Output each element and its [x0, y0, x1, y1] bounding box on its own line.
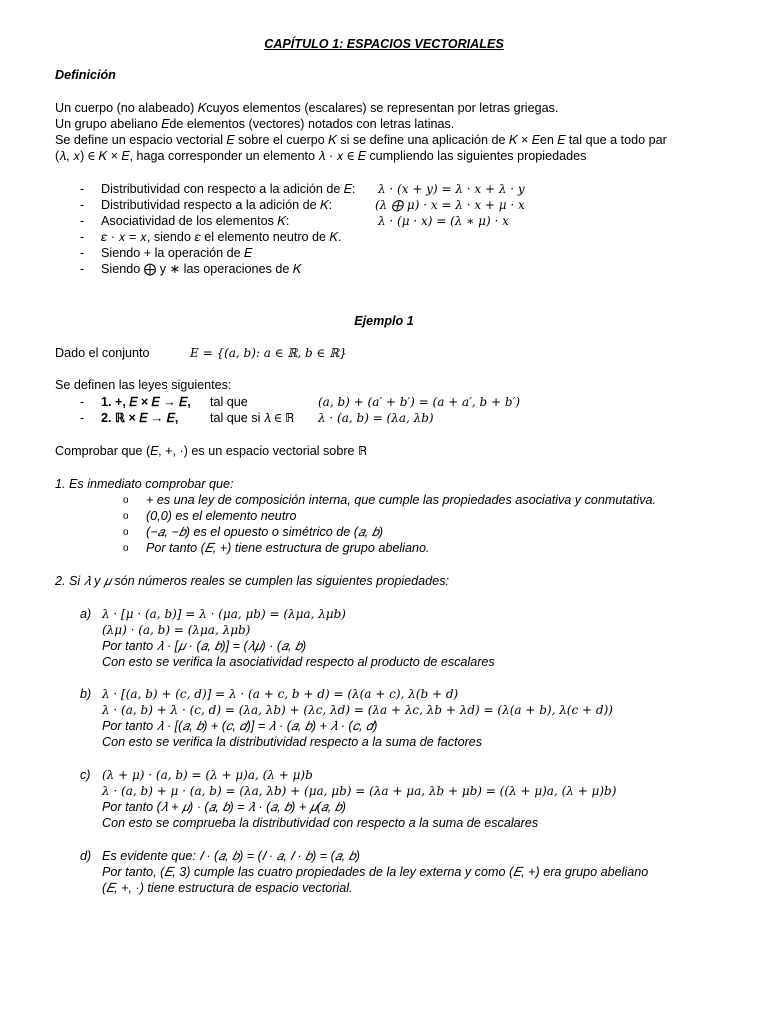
bullet-dash: -	[80, 395, 85, 409]
property-text: Distributividad respecto a la adición de 𝐾:	[101, 198, 333, 212]
part1-item: Por tanto (𝐸, +) tiene estructura de grupo abeliano.	[146, 541, 430, 555]
part-line: Es evidente que: 𝐼 · (𝑎, 𝑏) = (𝐼 · 𝑎, 𝐼 · 𝑏) = (𝑎, 𝑏)	[102, 849, 360, 863]
part1-item: (0,0) es el elemento neutro	[146, 509, 297, 523]
part-line: Por tanto 𝜆 · [𝜇 · (𝑎, 𝑏)] = (𝜆𝜇) · (𝑎, 𝑏)	[102, 639, 307, 653]
law-condition: tal que si 𝜆 ∈ ℝ	[210, 411, 295, 425]
definition-intro-line: Un cuerpo (no alabeado) 𝐾cuyos elementos (escalares) se representan por letras griegas.	[55, 101, 559, 115]
part1-item: (−𝑎, −𝑏) es el opuesto o simétrico de (𝑎, 𝑏)	[146, 525, 384, 539]
circle-bullet: o	[123, 495, 129, 506]
circle-bullet: o	[123, 527, 129, 538]
part-label: d)	[80, 849, 92, 863]
property-formula: 𝜆 · (𝑥 + 𝑦) = 𝜆 · 𝑥 + 𝜆 · 𝑦	[378, 182, 525, 196]
part-line: 𝜆 · [𝜇 · (𝑎, 𝑏)] = 𝜆 · (𝜇𝑎, 𝜇𝑏) = (𝜆𝜇𝑎, 𝜆𝜇𝑏)	[102, 607, 346, 621]
part-line: Por tanto (𝜆 + 𝜇) · (𝑎, 𝑏) = 𝜆 · (𝑎, 𝑏) + 𝜇(𝑎, 𝑏)	[102, 800, 346, 814]
bullet-dash: -	[80, 214, 85, 228]
definition-heading: Definición	[55, 68, 116, 82]
property-text: Asociatividad de los elementos 𝐾:	[101, 214, 290, 228]
property-formula: 𝜆 · (𝜇 · 𝑥) = (𝜆 ∗ 𝜇) · 𝑥	[378, 214, 509, 228]
circle-bullet: o	[123, 543, 129, 554]
law-formula: (𝑎, 𝑏) + (𝑎′ + 𝑏′) = (𝑎 + 𝑎′, 𝑏 + 𝑏′)	[318, 395, 521, 409]
part-line: Con esto se verifica la asociatividad respecto al producto de escalares	[102, 655, 495, 669]
part-line: (𝐸, +, ·) tiene estructura de espacio vectorial.	[102, 881, 353, 895]
bullet-dash: -	[80, 411, 85, 425]
law-condition: tal que	[210, 395, 248, 409]
part-label: a)	[80, 607, 92, 621]
property-text: Siendo ⨁ y ∗ las operaciones de 𝐾	[101, 262, 302, 276]
circle-bullet: o	[123, 511, 129, 522]
bullet-dash: -	[80, 182, 85, 196]
set-label: Dado el conjunto	[55, 346, 150, 360]
definition-intro-line: Un grupo abeliano 𝐸de elementos (vectores) notados con letras latinas.	[55, 117, 455, 131]
part-line: Por tanto, (𝐸, 3) cumple las cuatro propiedades de la ley externa y como (𝐸, +) era grupo abeliano	[102, 865, 649, 879]
document-title: CAPÍTULO 1: ESPACIOS VECTORIALES	[264, 37, 504, 51]
definition-intro-line: Se define un espacio vectorial 𝐸 sobre el cuerpo 𝐾 si se define una aplicación de 𝐾 × 𝐸en 𝐸 tal que a todo par	[55, 133, 667, 147]
part1-intro: 1. Es inmediato comprobar que:	[55, 477, 234, 491]
part-label: b)	[80, 687, 92, 701]
definition-intro-line: (𝜆, 𝑥) ∈ 𝐾 × 𝐸, haga corresponder un elemento 𝜆 · 𝑥 ∈ 𝐸 cumpliendo las siguientes propiedades	[55, 149, 587, 163]
laws-intro: Se definen las leyes siguientes:	[55, 378, 232, 392]
bullet-dash: -	[80, 262, 85, 276]
part-line: Por tanto 𝜆 · [(𝑎, 𝑏) + (𝑐, 𝑑)] = 𝜆 · (𝑎, 𝑏) + 𝜆 · (𝑐, 𝑑)	[102, 719, 378, 733]
property-text: Distributividad con respecto a la adición de 𝐸:	[101, 182, 356, 196]
part-line: (𝜆 + 𝜇) · (𝑎, 𝑏) = (𝜆 + 𝜇)𝑎, (𝜆 + 𝜇)𝑏	[102, 768, 313, 782]
property-text: 𝜀 · 𝑥 = 𝑥, siendo 𝜀 el elemento neutro de 𝐾.	[101, 230, 342, 244]
part-line: (𝜆𝜇) · (𝑎, 𝑏) = (𝜆𝜇𝑎, 𝜆𝜇𝑏)	[102, 623, 251, 637]
part-line: 𝜆 · (𝑎, 𝑏) + 𝜇 · (𝑎, 𝑏) = (𝜆𝑎, 𝜆𝑏) + (𝜇𝑎, 𝜇𝑏) = (𝜆𝑎 + 𝜇𝑎, 𝜆𝑏 + 𝜇𝑏) = ((𝜆 + 𝜇)𝑎, (𝜆 + 𝜇)𝑏)	[102, 784, 617, 798]
set-formula: 𝐸 = {(𝑎, 𝑏): 𝑎 ∈ ℝ, 𝑏 ∈ ℝ}	[190, 346, 347, 360]
part-label: c)	[80, 768, 91, 782]
part2-intro: 2. Si 𝜆 y 𝜇 són números reales se cumplen las siguientes propiedades:	[55, 574, 449, 588]
property-text: Siendo + la operación de 𝐸	[101, 246, 253, 260]
check-statement: Comprobar que (𝐸, +, ·) es un espacio vectorial sobre ℝ	[55, 444, 368, 458]
law-label: 2. ℝ × 𝐸 → 𝐸,	[101, 411, 179, 425]
bullet-dash: -	[80, 230, 85, 244]
bullet-dash: -	[80, 198, 85, 212]
example-heading: Ejemplo 1	[354, 314, 414, 328]
bullet-dash: -	[80, 246, 85, 260]
part1-item: + es una ley de composición interna, que cumple las propiedades asociativa y conmutativa.	[146, 493, 656, 507]
property-formula: (𝜆 ⨁ 𝜇) · 𝑥 = 𝜆 · 𝑥 + 𝜇 · 𝑥	[375, 198, 525, 212]
part-line: Con esto se verifica la distributividad respecto a la suma de factores	[102, 735, 483, 749]
law-formula: 𝜆 · (𝑎, 𝑏) = (𝜆𝑎, 𝜆𝑏)	[318, 411, 434, 425]
part-line: 𝜆 · (𝑎, 𝑏) + 𝜆 · (𝑐, 𝑑) = (𝜆𝑎, 𝜆𝑏) + (𝜆𝑐, 𝜆𝑑) = (𝜆𝑎 + 𝜆𝑐, 𝜆𝑏 + 𝜆𝑑) = (𝜆(𝑎 + 𝑏), 𝜆(𝑐 + 𝑑))	[102, 703, 613, 717]
law-label: 1. +, 𝐸 × 𝐸 → 𝐸,	[101, 395, 191, 409]
part-line: 𝜆 · [(𝑎, 𝑏) + (𝑐, 𝑑)] = 𝜆 · (𝑎 + 𝑐, 𝑏 + 𝑑) = (𝜆(𝑎 + 𝑐), 𝜆(𝑏 + 𝑑)	[102, 687, 459, 701]
part-line: Con esto se comprueba la distributividad con respecto a la suma de escalares	[102, 816, 539, 830]
